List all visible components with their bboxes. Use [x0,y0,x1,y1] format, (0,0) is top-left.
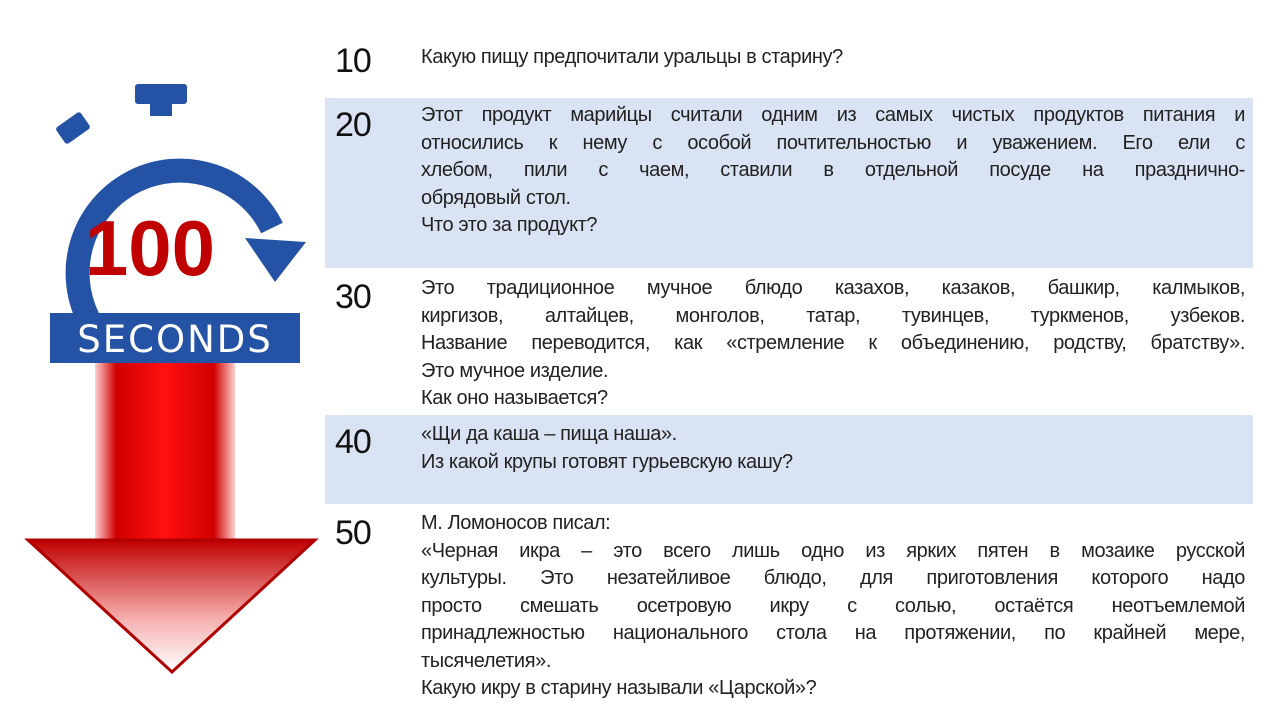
points: 50 [335,514,371,552]
text-line: принадлежностью национального стола на протяжении, по крайней мере, [421,622,1245,644]
question-text [421,421,1245,476]
points: 20 [335,106,371,144]
text-line: Этот продукт марийцы считали одним из самых чистых продуктов питания и [421,104,1245,126]
question-row-10 [325,40,1253,96]
text-line: Из какой крупы готовят гурьевскую кашу? [421,450,793,473]
text-line: просто смешать осетровую икру с солью, остаётся неотъемлемой [421,594,1245,617]
text-line: обрядовый стол. [421,186,571,209]
text-line: Что это за продукт? [421,214,598,236]
question-text [421,275,1245,413]
question-row-20 [325,98,1253,268]
text-line: Какую икру в старину называли «Царской»? [421,677,817,699]
text-line: Как оно называется? [421,387,608,409]
text-line: культуры. Это незатейливое блюдо, для приготовления которого надо [421,567,1245,589]
text-line: Какую пищу предпочитали уральцы в старину? [421,46,843,68]
text-line: хлебом, пили с чаем, ставили в отдельной посуде на празднично- [421,159,1245,181]
text-line: Это традиционное мучное блюдо казахов, казаков, башкир, калмыков, [421,277,1245,299]
question-row-30 [325,270,1253,413]
question-text [421,44,1245,72]
text-line: Это мучное изделие. [421,359,609,382]
logo-label: SECONDS [77,318,273,361]
text-line: киргизов, алтайцев, монголов, татар, тувинцев, туркменов, узбеков. [421,304,1245,327]
text-line: М. Ломоносов писал: [421,512,611,534]
100-seconds-logo [0,0,330,720]
logo-number: 100 [84,204,216,292]
text-line: Название переводится, как «стремление к объединению, родству, братству». [421,332,1245,354]
text-line: относились к нему с особой почтительностью и уважением. Его ели с [421,131,1245,154]
text-line: тысячелетия». [421,649,552,672]
question-row-50 [325,506,1253,711]
points: 40 [335,423,371,461]
text-line: «Черная икра – это всего лишь одно из ярких пятен в мозаике русской [421,539,1245,562]
down-arrow-icon [28,362,315,672]
points: 30 [335,278,371,316]
text-line: «Щи да каша – пища наша». [421,423,677,445]
points: 10 [335,42,371,80]
question-text [421,102,1245,240]
question-text [421,510,1245,703]
question-row-40 [325,415,1253,504]
